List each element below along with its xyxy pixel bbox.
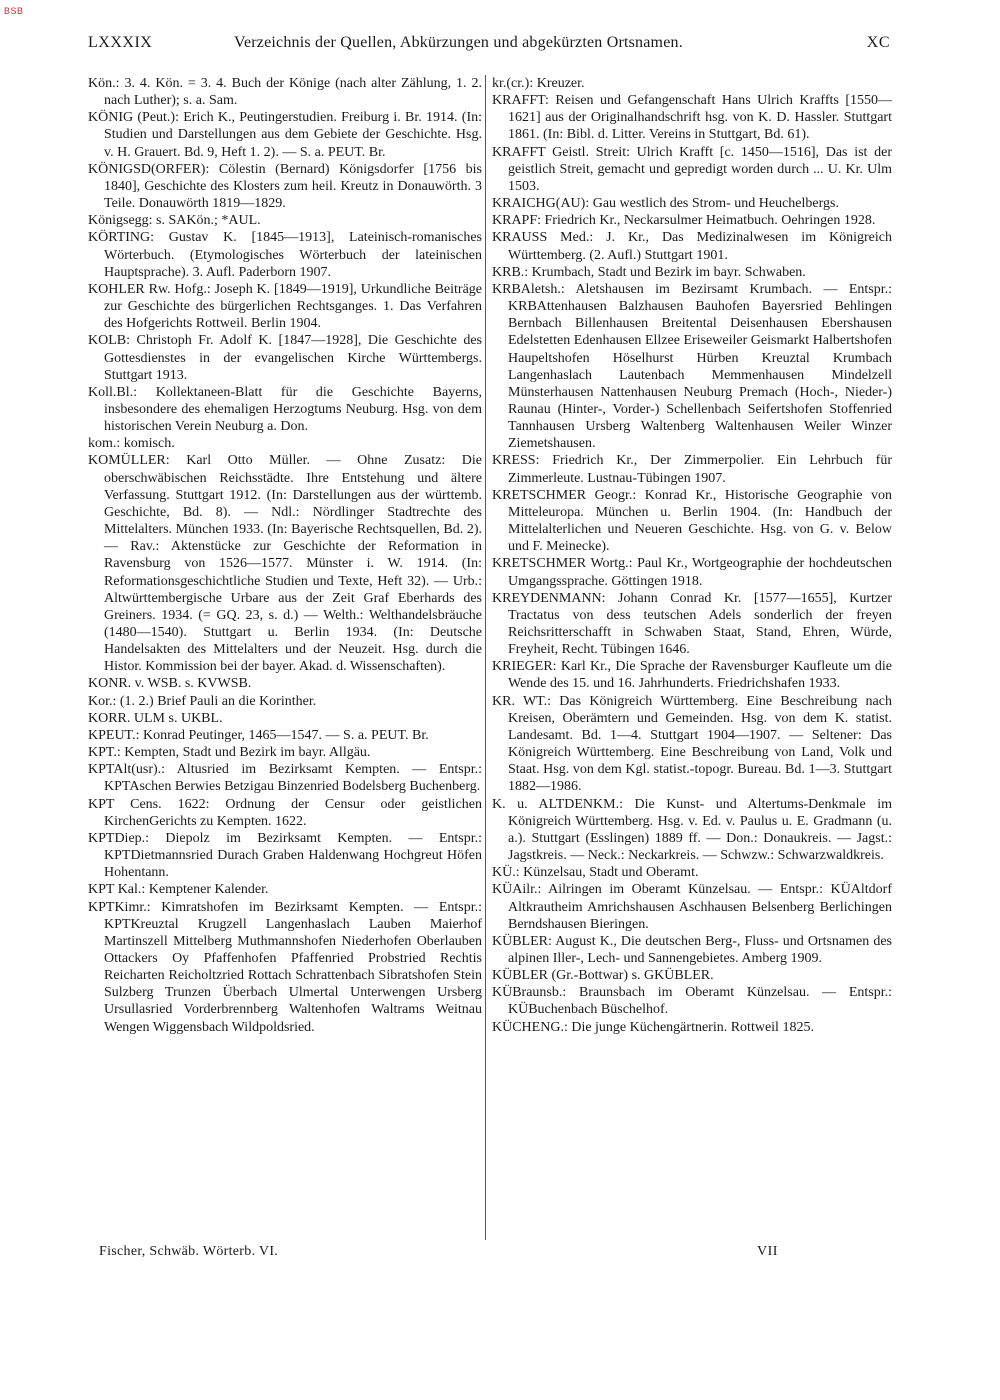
entry: Königsegg: s. SAKön.; *AUL. (88, 213, 261, 229)
entry: KPTKimr.: Kimratshofen im Bezirksamt Kempten. — Entspr.: KPTKreuztal Krugzell Langenhaslach Lauben Maierhof Martinszell Mittelberg Muthmannshofen Niederhofen Oberlauben Ottackers Oy Pfaffenhofen Pfaffenried Probstried Rechtis Reicharten Reicholtzried Rottach Schrattenbach Sibratshofen Stein Sulzberg Trunzen Überbach Ulmertal Unterwengen Ursberg Ursullasried Vorderbrennberg Waltenhofen Waltrams Weitnau Wengen Wiggensbach Wildpoldsried. (88, 899, 482, 1035)
entry: KRAPF: Friedrich Kr., Neckarsulmer Heimatbuch. Oehringen 1928. (492, 213, 876, 229)
entry: KOMÜLLER: Karl Otto Müller. — Ohne Zusatz: Die oberschwäbischen Reichsstädte. Ihre Entstehung und ältere Verfassung. Stuttgart 1912. (In: Darstellungen aus der württemb. Geschichte, Bd. 8). — Ndl.: Nördlinger Stadtrechte des Mittelalters. München 1933. (In: Bayerische Rechtsquellen, Bd. 2). — Rav.: Aktenstücke zur Geschichte der Reformation in Ravensburg von 1526—1577. Münster i. W. 1914. (In: Reformationsgeschichtliche Studien und Texte, Heft 32). — Urb.: Altwürttembergische Urbare aus der Zeit Graf Eberhards des Greiners. 1934. (= GQ. 23, s. d.) — Welth.: Welthandelsbräuche (1480—1540). Stuttgart u. Berlin 1934. (In: Deutsche Handelsakten des Mittelalters und der Neuzeit. Hsg. durch die Histor. Kommission bei der bayer. Akad. d. Wissenschaften). (88, 453, 482, 675)
entry: KRAICHG(AU): Gau westlich des Strom- und Heuchelbergs. (492, 196, 839, 212)
entry: KÜ.: Künzelsau, Stadt und Oberamt. (492, 865, 699, 881)
footer-signature: VII (757, 1244, 778, 1259)
entry: KPTDiep.: Diepolz im Bezirksamt Kempten. — Entspr.: KPTDietmannsried Durach Graben Haldenwang Hochgreut Höfen Hohentann. (88, 830, 482, 881)
entry: KÜAilr.: Ailringen im Oberamt Künzelsau. — Entspr.: KÜAltdorf Altkrautheim Amrichshausen Aschhausen Belsenberg Berlichingen Berndshausen Bieringen. (492, 882, 892, 932)
entry: KPT Kal.: Kemptener Kalender. (88, 882, 269, 898)
page-header (88, 34, 890, 56)
entry: KOLB: Christoph Fr. Adolf K. [1847—1928], Die Geschichte des Gottesdienstes in der evangelischen Kirche Württembergs. Stuttgart 1913. (88, 333, 482, 383)
entry: KPEUT.: Konrad Peutinger, 1465—1547. — S. a. PEUT. Br. (88, 727, 429, 743)
entry: KORR. ULM s. UKBL. (88, 710, 223, 726)
entry: KPT Cens. 1622: Ordnung der Censur oder geistlichen KirchenGerichts zu Kempten. 1622. (88, 796, 482, 829)
entry: KÖRTING: Gustav K. [1845—1913], Lateinisch-romanisches Wörterbuch. (Etymologisches Wörterbuch der lateinischen Hauptsprache). 3. Aufl. Paderborn 1907. (88, 230, 482, 280)
entry: KÜCHENG.: Die junge Küchengärtnerin. Rottweil 1825. (492, 1019, 814, 1035)
entry: kom.: komisch. (88, 436, 175, 452)
entry: KÖNIG (Peut.): Erich K., Peutingerstudien. Freiburg i. Br. 1914. (In: Studien und Darstellungen aus dem Gebiete der Geschichte. Hsg. v. H. Grauert. Bd. 9, Heft 1. 2). — S. a. PEUT. Br. (88, 110, 482, 160)
library-watermark: BSB (4, 6, 24, 16)
entry: KÜBLER: August K., Die deutschen Berg-, Fluss- und Ortsnamen des alpinen Iller-, Lech- und Sannengebietes. Amberg 1909. (492, 933, 892, 966)
entry: KRAUSS Med.: J. Kr., Das Medizinalwesen im Königreich Württemberg. (2. Aufl.) Stuttgart 1901. (492, 230, 892, 263)
page-number-roman-left: LXXXIX (88, 34, 153, 51)
right-column (492, 75, 892, 1036)
column-divider (485, 75, 486, 1240)
entry: KPTAlt(usr).: Altusried im Bezirksamt Kempten. — Entspr.: KPTAschen Berwies Betzigau Binzenried Bodelsberg Buchenberg. (88, 762, 482, 795)
entry: KREYDENMANN: Johann Conrad Kr. [1577—1655], Kurtzer Tractatus von dess teutschen Adels sonderlich der freyen Reichsritterschafft in Schwaben Staat, Stand, Ehren, Würde, Freyheit, Recht. Tübingen 1646. (492, 590, 892, 658)
entry: KONR. v. WSB. s. KVWSB. (88, 676, 252, 692)
entry: KÖNIGSD(ORFER): Cölestin (Bernard) Königsdorfer [1756 bis 1840], Geschichte des Klosters zum heil. Kreutz in Donauwörth. 3 Teile. Donauwörth 1819—1829. (88, 161, 482, 212)
entry: KRESS: Friedrich Kr., Der Zimmerpolier. Ein Lehrbuch für Zimmerleute. Lustnau-Tübingen 1907. (492, 453, 892, 486)
entry: Kön.: 3. 4. Kön. = 3. 4. Buch der Könige (nach alter Zählung, 1. 2. nach Luther); s. a. Sam. (88, 76, 482, 109)
entry: Koll.Bl.: Kollektaneen-Blatt für die Geschichte Bayerns, insbesondere des ehemaligen Herzogtums Neuburg. Hsg. von dem historischen Verein Neuburg a. Don. (88, 384, 482, 435)
entry: KPT.: Kempten, Stadt und Bezirk im bayr. Allgäu. (88, 745, 371, 761)
entry: KRETSCHMER Wortg.: Paul Kr., Wortgeographie der hochdeutschen Umgangssprache. Göttingen 1918. (492, 556, 892, 589)
entry: Kor.: (1. 2.) Brief Pauli an die Korinther. (88, 693, 317, 709)
entry: KRETSCHMER Geogr.: Konrad Kr., Historische Geographie von Mitteleuropa. München u. Berlin 1904. (In: Handbuch der Mittelalterlichen und Neueren Geschichte. Hsg. von G. v. Below und F. Meinecke). (492, 487, 892, 555)
entry: KRB.: Krumbach, Stadt und Bezirk im bayr. Schwaben. (492, 264, 806, 280)
entry: KRBAletsh.: Aletshausen im Bezirsamt Krumbach. — Entspr.: KRBAttenhausen Balzhausen Bauhofen Bayersried Behlingen Bernbach Billenhausen Breitental Deisenhausen Ebershausen Edelstetten Edenhausen Ellzee Eriseweiler Geismarkt Halbertshofen Haupeltshofen Höselhurst Hürben Kreuztal Krumbach Langenhaslach Lautenbach Memmenhausen Mindelzell Münsterhausen Nattenhausen Neuburg Premach (Hoch-, Nieder-) Raunau (Hinter-, Vorder-) Schellenbach Seifertshofen Stoffenried Tannhausen Ursberg Waltenberg Waltenhausen Weiler Winzer Ziemetshausen. (492, 281, 892, 452)
entry: kr.(cr.): Kreuzer. (492, 76, 585, 91)
entry: KOHLER Rw. Hofg.: Joseph K. [1849—1919], Urkundliche Beiträge zur Geschichte des bürgerlichen Rechtsganges. 1. Das Verfahren des Hofgerichts Rottweil. Berlin 1904. (88, 281, 482, 332)
entry: KR. WT.: Das Königreich Württemberg. Eine Beschreibung nach Kreisen, Oberämtern und Gemeinden. Hsg. von dem K. statist. Landesamt. Bd. 1—4. Stuttgart 1904—1907. — Seltener: Das Königreich Württemberg. Eine Beschreibung von Land, Volk und Staat. Hsg. von dem Kgl. statist.-topogr. Bureau. Bd. 1—3. Stuttgart 1882—1986. (492, 693, 892, 795)
entry: KRAFFT Geistl. Streit: Ulrich Krafft [c. 1450—1516], Das ist der geistlich Streit, gemacht und gepredigt worden durch ... U. Kr. Ulm 1503. (492, 144, 892, 194)
page-title: Verzeichnis der Quellen, Abkürzungen und abgekürzten Ortsnamen. (234, 34, 683, 51)
left-column (88, 75, 482, 1036)
entry: KRAFFT: Reisen und Gefangenschaft Hans Ulrich Kraffts [1550—1621] aus der Originalhandschrift hsg. von K. D. Hassler. Stuttgart 1861. (In: Bibl. d. Litter. Vereins in Stuttgart, Bd. 61). (492, 93, 892, 143)
entry: KÜBraunsb.: Braunsbach im Oberamt Künzelsau. — Entspr.: KÜBuchenbach Büschelhof. (492, 985, 892, 1018)
page-number-roman-right: XC (866, 34, 890, 51)
entry: K. u. ALTDENKM.: Die Kunst- und Altertums-Denkmale im Königreich Württemberg. Hsg. v. Ed. v. Paulus u. E. Gradmann (u. a.). Stuttgart (Esslingen) 1889 ff. — Don.: Donaukreis. — Jagst.: Jagstkreis. — Neck.: Neckarkreis. — Schwzw.: Schwarzwaldkreis. (492, 796, 892, 864)
entry: KRIEGER: Karl Kr., Die Sprache der Ravensburger Kaufleute um die Wende des 15. und 16. Jahrhunderts. Friedrichshafen 1933. (492, 659, 892, 692)
footer-source: Fischer, Schwäb. Wörterb. VI. (99, 1244, 279, 1259)
entry: KÜBLER (Gr.-Bottwar) s. GKÜBLER. (492, 968, 714, 984)
